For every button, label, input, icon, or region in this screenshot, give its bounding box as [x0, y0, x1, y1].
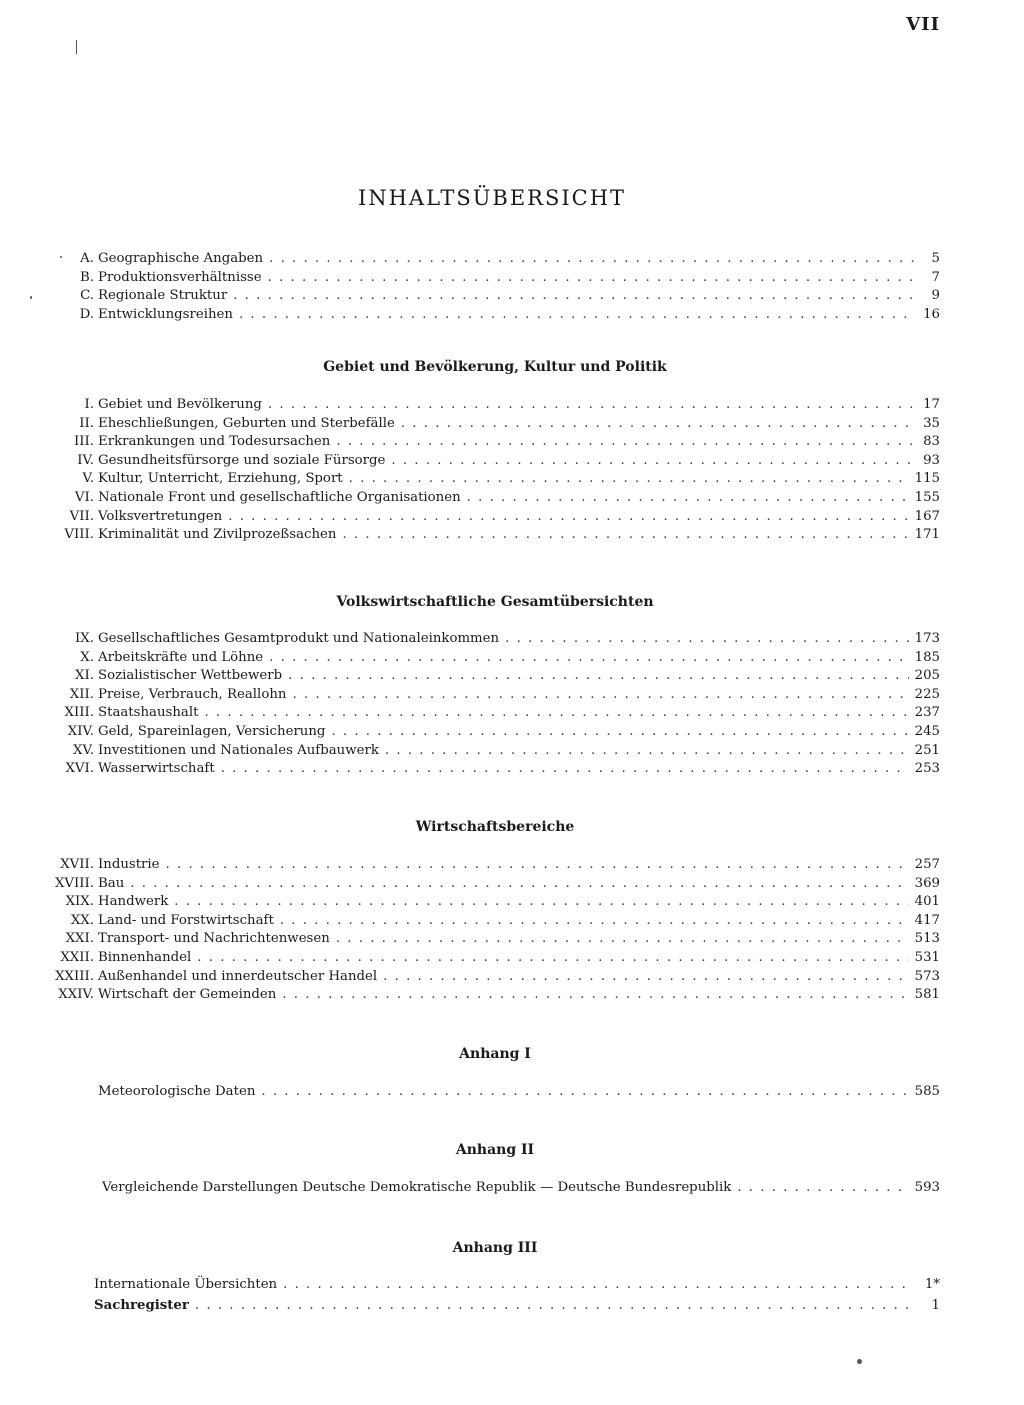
toc-section-3 — [0, 856, 1024, 1005]
toc-label: Binnenhandel — [98, 949, 192, 965]
section-heading: Anhang I — [459, 1046, 531, 1062]
toc-number: VIII. — [64, 527, 94, 543]
toc-row[interactable] — [0, 912, 1024, 931]
leader-dots — [385, 742, 909, 761]
toc-label: Regionale Struktur — [98, 288, 228, 304]
leader-dots — [282, 986, 908, 1005]
toc-row[interactable] — [0, 704, 1024, 723]
scan-speck — [30, 296, 32, 299]
leader-dots — [130, 875, 908, 894]
toc-row[interactable] — [0, 968, 1024, 987]
toc-number: V. — [82, 471, 94, 487]
toc-page: 253 — [914, 761, 940, 777]
leader-dots — [401, 415, 914, 434]
toc-number: XV. — [73, 742, 94, 758]
toc-page: 581 — [914, 987, 940, 1003]
toc-page: 513 — [914, 931, 940, 947]
toc-label: Produktionsverhältnisse — [98, 269, 262, 285]
toc-number: XIII. — [64, 705, 94, 721]
toc-page: 573 — [914, 968, 940, 984]
page-number: VII — [906, 14, 940, 35]
toc-page: 185 — [914, 649, 940, 665]
toc-row[interactable] — [0, 287, 1024, 306]
toc-row[interactable] — [0, 452, 1024, 471]
toc-label: Gebiet und Bevölkerung — [98, 397, 262, 412]
toc-number: IX. — [75, 631, 94, 646]
toc-intro — [0, 250, 1024, 324]
toc-number: IV. — [77, 452, 94, 468]
toc-number: XX. — [70, 912, 94, 928]
toc-row[interactable] — [0, 723, 1024, 742]
toc-row[interactable] — [0, 1276, 1024, 1295]
toc-page: 531 — [914, 949, 940, 965]
toc-page: 83 — [923, 434, 940, 450]
scan-speck — [76, 40, 77, 54]
toc-appendix-1 — [0, 1083, 1024, 1102]
toc-page: 205 — [914, 668, 940, 684]
leader-dots — [204, 704, 908, 723]
toc-row[interactable] — [0, 1179, 1024, 1198]
toc-label: Land- und Forstwirtschaft — [98, 912, 274, 928]
toc-number: XXIV. — [58, 987, 94, 1003]
toc-page: 7 — [931, 269, 940, 285]
toc-page: 35 — [923, 415, 940, 431]
scan-speck — [857, 1359, 862, 1364]
toc-row[interactable] — [0, 630, 1024, 649]
leader-dots — [336, 433, 914, 452]
toc-row[interactable] — [0, 433, 1024, 452]
toc-page: 245 — [914, 723, 940, 739]
toc-row[interactable] — [0, 508, 1024, 527]
toc-row[interactable] — [0, 269, 1024, 288]
toc-row[interactable] — [0, 396, 1024, 415]
toc-page: 1 — [931, 1297, 940, 1313]
leader-dots — [174, 893, 908, 912]
toc-page: 237 — [914, 705, 940, 721]
leader-dots — [228, 508, 908, 527]
toc-page: 585 — [914, 1084, 940, 1099]
toc-label: Geographische Angaben — [98, 251, 264, 266]
toc-appendix-3 — [0, 1276, 1024, 1315]
leader-dots — [195, 1297, 914, 1316]
toc-page: 257 — [914, 857, 940, 872]
section-heading: Volkswirtschaftliche Gesamtübersichten — [336, 594, 654, 610]
toc-number: XI. — [75, 668, 94, 684]
toc-number: C. — [80, 288, 94, 304]
toc-label: Erkrankungen und Todesursachen — [98, 434, 331, 450]
toc-row[interactable] — [0, 742, 1024, 761]
section-heading: Wirtschaftsbereiche — [415, 819, 575, 835]
leader-dots — [269, 649, 908, 668]
section-heading: Gebiet und Bevölkerung, Kultur und Politik — [323, 359, 667, 375]
leader-dots — [342, 526, 908, 545]
leader-dots — [197, 949, 908, 968]
leader-dots — [269, 250, 914, 269]
toc-section-1 — [0, 396, 1024, 545]
toc-number: VI. — [74, 489, 94, 505]
leader-dots — [268, 269, 914, 288]
scan-speck — [60, 256, 62, 258]
leader-dots — [288, 667, 908, 686]
toc-number: I. — [84, 397, 94, 412]
toc-row[interactable] — [0, 470, 1024, 489]
toc-page: 115 — [914, 471, 940, 487]
toc-number: XII. — [69, 686, 94, 702]
toc-page: 251 — [914, 742, 940, 758]
page-title: INHALTSÜBERSICHT — [357, 186, 627, 211]
toc-appendix-2 — [0, 1179, 1024, 1198]
toc-number: II. — [79, 415, 94, 431]
toc-label: Arbeitskräfte und Löhne — [98, 649, 264, 665]
toc-row[interactable] — [0, 526, 1024, 545]
toc-label: Volksvertretungen — [98, 508, 223, 524]
toc-page: 93 — [923, 452, 940, 468]
toc-row[interactable] — [0, 1297, 1024, 1316]
toc-row[interactable] — [0, 760, 1024, 779]
leader-dots — [283, 1276, 914, 1295]
toc-label: Entwicklungsreihen — [98, 306, 233, 322]
toc-label: Sozialistischer Wettbewerb — [98, 668, 283, 684]
toc-page: 417 — [914, 912, 940, 928]
toc-row[interactable] — [0, 949, 1024, 968]
toc-row[interactable] — [0, 489, 1024, 508]
leader-dots — [383, 968, 908, 987]
toc-label: Nationale Front und gesellschaftliche Organisationen — [98, 489, 461, 505]
section-heading: Anhang II — [455, 1142, 535, 1158]
toc-number: XVI. — [65, 761, 94, 777]
toc-page: 173 — [914, 631, 940, 646]
leader-dots — [280, 912, 909, 931]
toc-label: Preise, Verbrauch, Reallohn — [98, 686, 287, 702]
toc-row[interactable] — [0, 986, 1024, 1005]
toc-number: VII. — [69, 508, 94, 524]
leader-dots — [233, 287, 914, 306]
toc-label: Staatshaushalt — [98, 705, 199, 721]
leader-dots — [239, 306, 914, 325]
toc-page: 225 — [914, 686, 940, 702]
toc-number: XIV. — [67, 723, 94, 739]
leader-dots — [261, 1083, 908, 1102]
toc-page: 9 — [931, 288, 940, 304]
toc-number: XXI. — [65, 931, 94, 947]
toc-number: XIX. — [65, 894, 94, 910]
leader-dots — [737, 1179, 908, 1198]
toc-row[interactable] — [0, 930, 1024, 949]
toc-label: Vergleichende Darstellungen Deutsche Demokratische Republik — Deutsche Bundesrepublik — [102, 1180, 732, 1195]
toc-number: D. — [79, 306, 94, 322]
toc-label: Gesundheitsfürsorge und soziale Fürsorge — [98, 452, 386, 468]
toc-number: XXII. — [60, 949, 94, 965]
leader-dots — [391, 452, 914, 471]
toc-label: Handwerk — [98, 894, 169, 910]
toc-page: 155 — [914, 489, 940, 505]
toc-label: Industrie — [98, 857, 160, 872]
toc-page: 17 — [923, 397, 940, 412]
leader-dots — [331, 723, 908, 742]
leader-dots — [268, 396, 914, 415]
toc-label: Außenhandel und innerdeutscher Handel — [98, 968, 378, 984]
toc-row[interactable] — [0, 667, 1024, 686]
toc-page: 171 — [914, 527, 940, 543]
toc-page: 167 — [914, 508, 940, 524]
toc-label: Eheschließungen, Geburten und Sterbefälle — [98, 415, 395, 431]
toc-label: Internationale Übersichten — [94, 1277, 278, 1292]
toc-page: 369 — [914, 875, 940, 891]
toc-page: 401 — [914, 894, 940, 910]
toc-label: Kriminalität und Zivilprozeßsachen — [98, 527, 337, 543]
toc-row[interactable] — [0, 306, 1024, 325]
toc-section-2 — [0, 630, 1024, 779]
leader-dots — [505, 630, 909, 649]
toc-number: XXIII. — [55, 968, 94, 984]
toc-row[interactable] — [0, 875, 1024, 894]
toc-row[interactable] — [0, 686, 1024, 705]
toc-page: 5 — [931, 251, 940, 266]
toc-number: XVIII. — [54, 875, 94, 891]
leader-dots — [336, 930, 909, 949]
toc-number: III. — [74, 434, 94, 450]
toc-row[interactable] — [0, 893, 1024, 912]
toc-row[interactable] — [0, 415, 1024, 434]
toc-page: 593 — [914, 1180, 940, 1195]
toc-label: Wasserwirtschaft — [98, 761, 215, 777]
toc-row[interactable] — [0, 649, 1024, 668]
leader-dots — [292, 686, 908, 705]
toc-row[interactable] — [0, 1083, 1024, 1102]
toc-row[interactable] — [0, 856, 1024, 875]
section-heading: Anhang III — [452, 1240, 538, 1256]
toc-label: Geld, Spareinlagen, Versicherung — [98, 723, 326, 739]
toc-label: Transport- und Nachrichtenwesen — [98, 931, 330, 947]
toc-label: Investitionen und Nationales Aufbauwerk — [98, 742, 379, 758]
toc-number: B. — [80, 269, 94, 285]
leader-dots — [467, 489, 909, 508]
leader-dots — [221, 760, 909, 779]
toc-label: Wirtschaft der Gemeinden — [98, 987, 277, 1003]
toc-number: XVII. — [60, 857, 94, 872]
toc-label: Gesellschaftliches Gesamtprodukt und Nationaleinkommen — [98, 631, 500, 646]
toc-label: Bau — [98, 875, 125, 891]
toc-label: Kultur, Unterricht, Erziehung, Sport — [98, 471, 343, 487]
toc-page: 1* — [924, 1277, 940, 1292]
toc-page: 16 — [923, 306, 940, 322]
toc-label: Meteorologische Daten — [98, 1084, 256, 1099]
toc-label: Sachregister — [94, 1297, 189, 1313]
toc-number: X. — [80, 649, 94, 665]
leader-dots — [349, 470, 909, 489]
leader-dots — [166, 856, 909, 875]
toc-number: A. — [80, 251, 94, 266]
toc-row[interactable] — [0, 250, 1024, 269]
